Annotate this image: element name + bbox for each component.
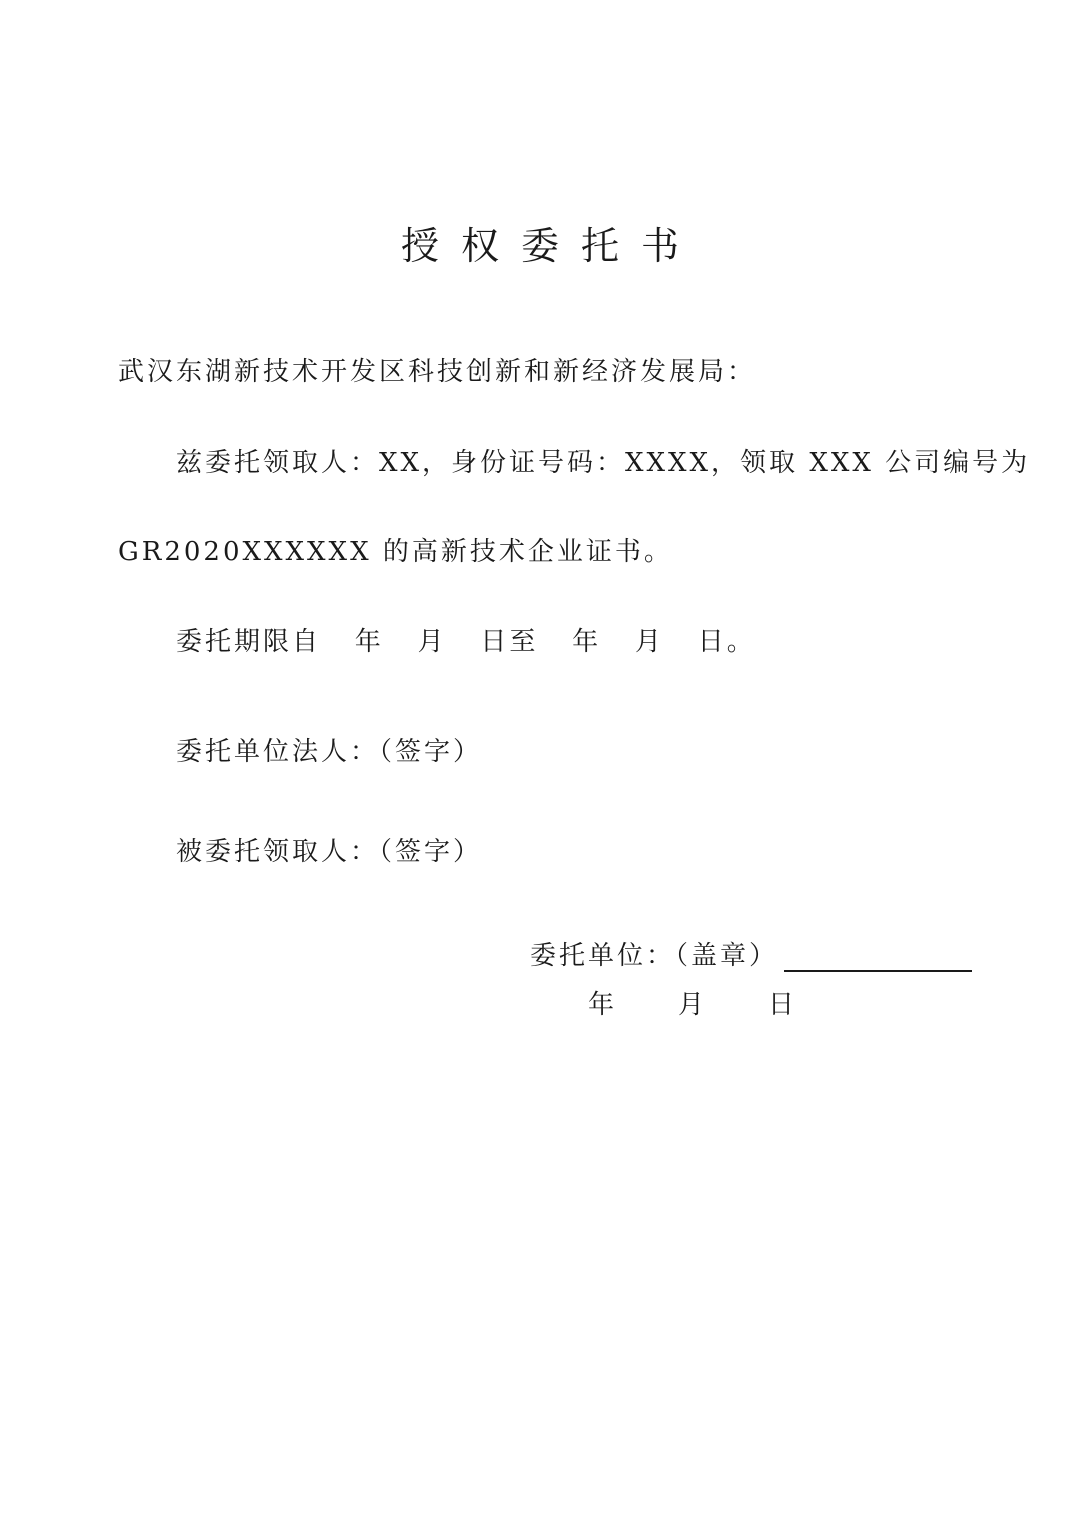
seal-label: 委托单位：（盖章） — [530, 941, 779, 971]
seal-underline — [784, 970, 972, 972]
authorization-paragraph-line-2: GR2020XXXXXX 的高新技术企业证书。 — [118, 537, 673, 567]
date-day: 日 — [768, 990, 795, 1020]
date-month: 月 — [678, 990, 705, 1020]
addressee: 武汉东湖新技术开发区科技创新和新经济发展局： — [118, 357, 757, 387]
authorization-period: 委托期限自 年 月 日至 年 月 日。 — [176, 627, 756, 657]
legal-representative-signature: 委托单位法人：（签字） — [176, 737, 483, 767]
document-title: 授权委托书 — [400, 224, 701, 268]
seal-row — [530, 936, 972, 976]
date-row — [588, 985, 794, 1025]
authorization-paragraph-line-1: 兹委托领取人：XX，身份证号码：XXXX，领取 XXX 公司编号为 — [176, 448, 1031, 478]
agent-signature: 被委托领取人：（签字） — [176, 837, 483, 867]
date-year: 年 — [588, 990, 615, 1020]
